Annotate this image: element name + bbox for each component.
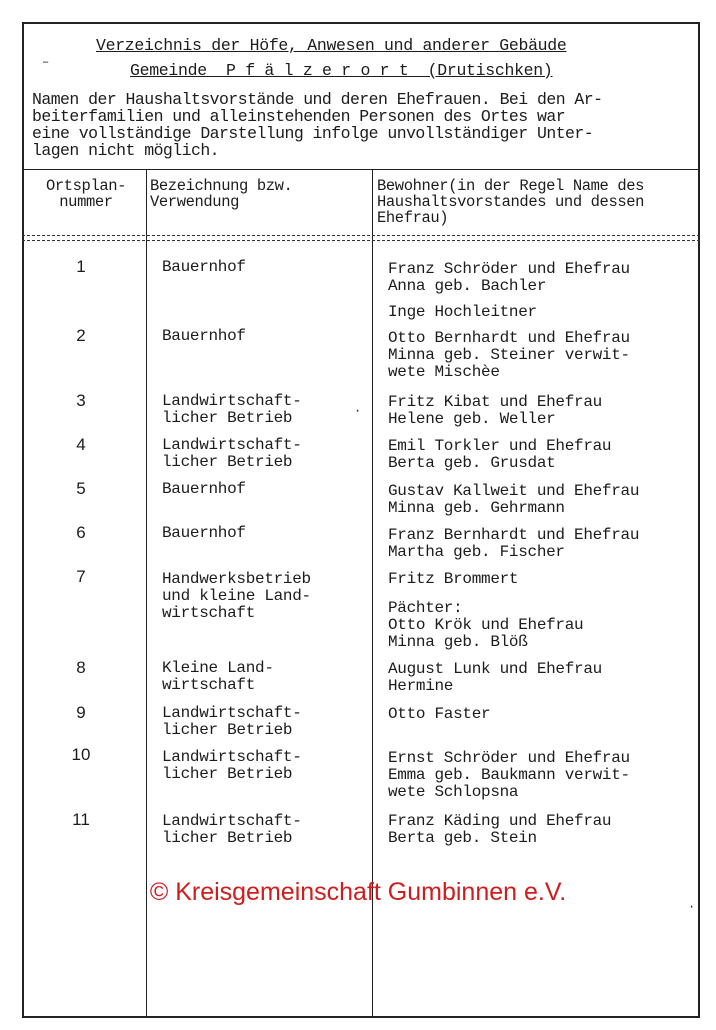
row-residents: Otto Bernhardt und Ehefrau Minna geb. Steiner verwit- wete Mischèe [388,329,630,381]
row-residents: Franz Bernhardt und Ehefrau Martha geb. Fischer [388,526,640,561]
row-residents: Otto Faster [388,705,491,723]
row-use: Landwirtschaft- licher Betrieb [162,748,302,783]
row-use: Landwirtschaft- licher Betrieb [162,392,302,427]
row-residents-extra: Pächter: Otto Krök und Ehefrau Minna geb. Blöß [388,599,584,651]
row-residents: August Lunk und Ehefrau Hermine [388,660,602,695]
row-residents: Ernst Schröder und Ehefrau Emma geb. Baukmann verwit- wete Schlopsna [388,749,630,801]
row-residents: Franz Schröder und Ehefrau Anna geb. Bachler [388,260,630,295]
row-number: 4 [76,435,86,454]
row-number: 11 [72,810,90,829]
header-top-rule [22,169,700,170]
row-use: Bauernhof [162,524,246,542]
row-use: Kleine Land- wirtschaft [162,659,274,694]
row-use: Bauernhof [162,480,246,498]
row-residents: Emil Torkler und Ehefrau Berta geb. Grusdat [388,437,612,472]
document-subtitle: Gemeinde P f ä l z e r o r t (Drutischken) [130,61,553,80]
row-number: 7 [76,567,86,586]
row-number: 8 [76,658,86,677]
row-residents: Gustav Kallweit und Ehefrau Minna geb. Gehrmann [388,482,640,517]
row-number: 9 [76,703,86,722]
stray-mark: – [42,55,50,69]
row-use: Landwirtschaft- licher Betrieb [162,436,302,471]
stray-mark: · [688,900,696,914]
row-use: Landwirtschaft- licher Betrieb [162,812,302,847]
document-title: Verzeichnis der Höfe, Anwesen und anderer Gebäude [96,36,567,55]
header-bezeichnung: Bezeichnung bzw. Verwendung [150,177,293,211]
row-use: Bauernhof [162,327,246,345]
document-frame [22,22,700,1018]
row-number: 2 [76,326,86,345]
row-number: 10 [71,745,91,764]
row-number: 1 [76,257,86,276]
header-bewohner: Bewohner(in der Regel Name des Haushaltsvorstandes und dessen Ehefrau) [377,177,645,227]
row-use: Landwirtschaft- licher Betrieb [162,704,302,739]
intro-text: Namen der Haushaltsvorstände und deren Ehefrauen. Bei den Ar- beiterfamilien und alleinstehenden Personen des Ortes war eine vollständige Darstellung infolge unvollständiger Unter- lagen nicht möglich. [32,90,603,160]
row-use: Handwerksbetrieb und kleine Land- wirtschaft [162,570,311,622]
header-double-rule [22,235,700,241]
row-number: 5 [76,479,86,498]
row-residents: Fritz Brommert [388,570,519,588]
row-use: Bauernhof [162,258,246,276]
row-number: 3 [76,391,86,410]
row-residents: Fritz Kibat und Ehefrau Helene geb. Weller [388,393,602,428]
row-residents: Franz Käding und Ehefrau Berta geb. Stein [388,812,612,847]
header-ortsplannummer: Ortsplan- nummer [45,177,127,211]
copyright-watermark: © Kreisgemeinschaft Gumbinnen e.V. [149,878,567,906]
row-residents-extra: Inge Hochleitner [388,303,537,321]
stray-mark: · [354,404,362,418]
row-number: 6 [76,523,86,542]
